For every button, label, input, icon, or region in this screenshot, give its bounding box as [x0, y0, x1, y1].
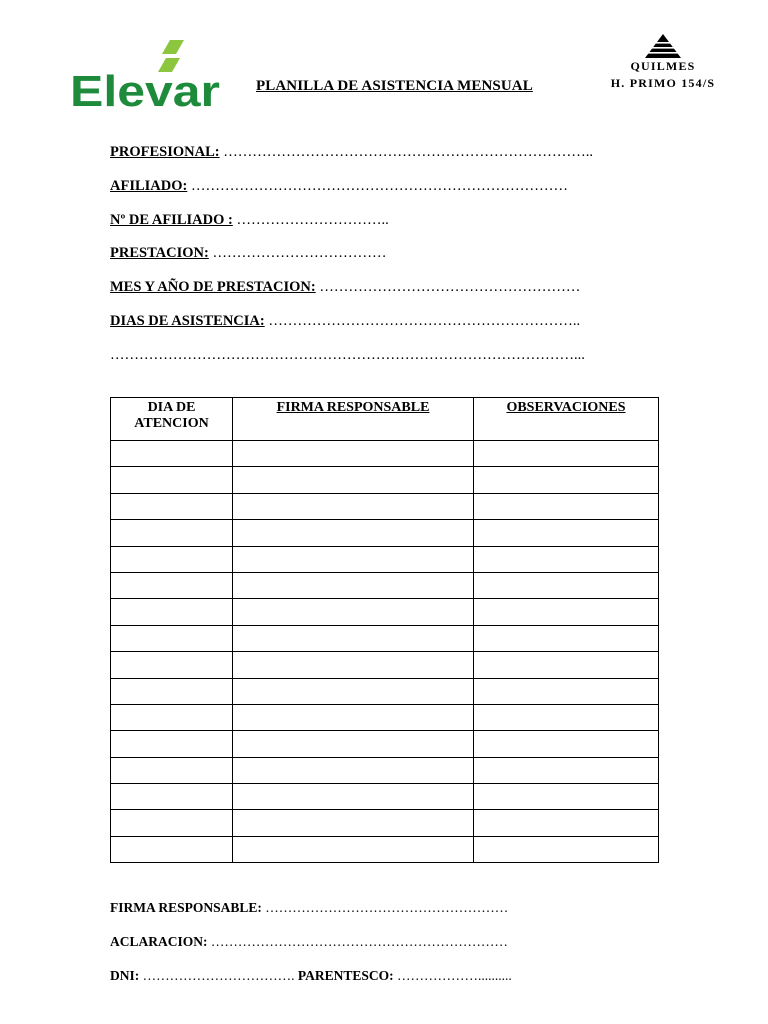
cell-observaciones[interactable]: [474, 810, 659, 836]
cell-observaciones[interactable]: [474, 704, 659, 730]
cell-firma[interactable]: [233, 467, 474, 493]
field-dots: ………………………………………………………..: [264, 313, 581, 329]
cell-dia[interactable]: [111, 704, 233, 730]
cell-dia[interactable]: [111, 757, 233, 783]
cell-dia[interactable]: [111, 784, 233, 810]
table-row: [111, 467, 659, 493]
footer-label: ACLARACION:: [110, 934, 208, 949]
field-mes-anio[interactable]: [110, 279, 580, 296]
corner-address: H. PRIMO 154/S: [610, 76, 716, 90]
cell-observaciones[interactable]: [474, 731, 659, 757]
cell-firma[interactable]: [233, 836, 474, 862]
cell-observaciones[interactable]: [474, 467, 659, 493]
cell-observaciones[interactable]: [474, 652, 659, 678]
field-label: MES Y AÑO DE PRESTACION:: [110, 279, 316, 295]
cell-dia[interactable]: [111, 731, 233, 757]
document-title: PLANILLA DE ASISTENCIA MENSUAL: [256, 78, 533, 94]
cell-dia[interactable]: [111, 493, 233, 519]
table-row: [111, 704, 659, 730]
logo-text: Elevar: [70, 67, 220, 112]
attendance-table: [110, 397, 659, 863]
cell-dia[interactable]: [111, 625, 233, 651]
cell-firma[interactable]: [233, 757, 474, 783]
corner-city: QUILMES: [630, 59, 696, 73]
cell-dia[interactable]: [111, 652, 233, 678]
cell-firma[interactable]: [233, 599, 474, 625]
footer-label-dni: DNI:: [110, 968, 140, 983]
cell-dia[interactable]: [111, 836, 233, 862]
cell-dia[interactable]: [111, 599, 233, 625]
table-row: [111, 546, 659, 572]
field-numero-afiliado[interactable]: [110, 212, 389, 229]
corner-block: [598, 34, 728, 92]
table-row: [111, 757, 659, 783]
cell-observaciones[interactable]: [474, 836, 659, 862]
cell-firma[interactable]: [233, 625, 474, 651]
cell-firma[interactable]: [233, 652, 474, 678]
field-label: Nº DE AFILIADO :: [110, 212, 233, 228]
column-header-firma: FIRMA RESPONSABLE: [233, 398, 474, 441]
footer-label: FIRMA RESPONSABLE:: [110, 900, 262, 915]
table-row: [111, 520, 659, 546]
field-afiliado[interactable]: [110, 178, 568, 195]
cell-firma[interactable]: [233, 810, 474, 836]
field-prestacion[interactable]: [110, 245, 386, 262]
field-dots: …………………………………………………………………..: [219, 144, 593, 160]
cell-observaciones[interactable]: [474, 493, 659, 519]
cell-observaciones[interactable]: [474, 757, 659, 783]
table-row: [111, 836, 659, 862]
cell-observaciones[interactable]: [474, 625, 659, 651]
table-row: [111, 441, 659, 467]
cell-observaciones[interactable]: [474, 572, 659, 598]
field-label: PRESTACION:: [110, 245, 209, 261]
cell-observaciones[interactable]: [474, 784, 659, 810]
table-header-row: [111, 398, 659, 441]
column-header-dia: DIA DE ATENCION: [111, 398, 233, 441]
table-row: [111, 493, 659, 519]
cell-observaciones[interactable]: [474, 520, 659, 546]
field-dots: ………………………………: [208, 245, 387, 261]
footer-dots-dni: …………………………….: [139, 968, 298, 983]
cell-observaciones[interactable]: [474, 599, 659, 625]
cell-dia[interactable]: [111, 810, 233, 836]
cell-dia[interactable]: [111, 572, 233, 598]
field-dias-asistencia[interactable]: [110, 313, 580, 330]
cell-firma[interactable]: [233, 704, 474, 730]
footer-dots: …………………………………………………………: [207, 934, 508, 949]
cell-firma[interactable]: [233, 572, 474, 598]
logo-leaf-top: [162, 40, 184, 54]
cell-dia[interactable]: [111, 520, 233, 546]
table-row: [111, 652, 659, 678]
cell-observaciones[interactable]: [474, 441, 659, 467]
table-row: [111, 678, 659, 704]
cell-dia[interactable]: [111, 678, 233, 704]
cell-firma[interactable]: [233, 546, 474, 572]
table-row: [111, 731, 659, 757]
footer-dots-parentesco: ………………..........: [393, 968, 512, 983]
field-dots: ………………………………………………: [315, 279, 581, 295]
cell-firma[interactable]: [233, 441, 474, 467]
table-row: [111, 784, 659, 810]
cell-dia[interactable]: [111, 441, 233, 467]
cell-observaciones[interactable]: [474, 546, 659, 572]
footer-label-parentesco: PARENTESCO:: [297, 968, 394, 983]
cell-firma[interactable]: [233, 678, 474, 704]
cell-firma[interactable]: [233, 493, 474, 519]
field-dots: ……………………………………………………………………: [187, 178, 568, 194]
table-row: [111, 810, 659, 836]
footer-firma[interactable]: [110, 900, 508, 916]
field-label: DIAS DE ASISTENCIA:: [110, 313, 265, 329]
field-label: AFILIADO:: [110, 178, 188, 194]
table-row: [111, 625, 659, 651]
field-profesional[interactable]: [110, 144, 593, 161]
cell-dia[interactable]: [111, 546, 233, 572]
field-label: PROFESIONAL:: [110, 144, 220, 160]
column-header-observaciones: OBSERVACIONES: [474, 398, 659, 441]
cell-dia[interactable]: [111, 467, 233, 493]
cell-firma[interactable]: [233, 520, 474, 546]
stacked-triangle-icon: [645, 34, 681, 58]
cell-observaciones[interactable]: [474, 678, 659, 704]
field-extra-line[interactable]: [110, 347, 585, 364]
field-dots: ……………………………………………………………………………………...: [110, 347, 585, 363]
cell-firma[interactable]: [233, 731, 474, 757]
table-row: [111, 572, 659, 598]
footer-dots: ………………………………………………: [261, 900, 509, 915]
elevar-logo: [70, 40, 222, 112]
table-row: [111, 599, 659, 625]
field-dots: …………………………..: [232, 212, 389, 228]
footer-aclaracion[interactable]: [110, 934, 508, 950]
footer-dni-parentesco[interactable]: [110, 968, 512, 984]
table-body: [111, 441, 659, 863]
cell-firma[interactable]: [233, 784, 474, 810]
